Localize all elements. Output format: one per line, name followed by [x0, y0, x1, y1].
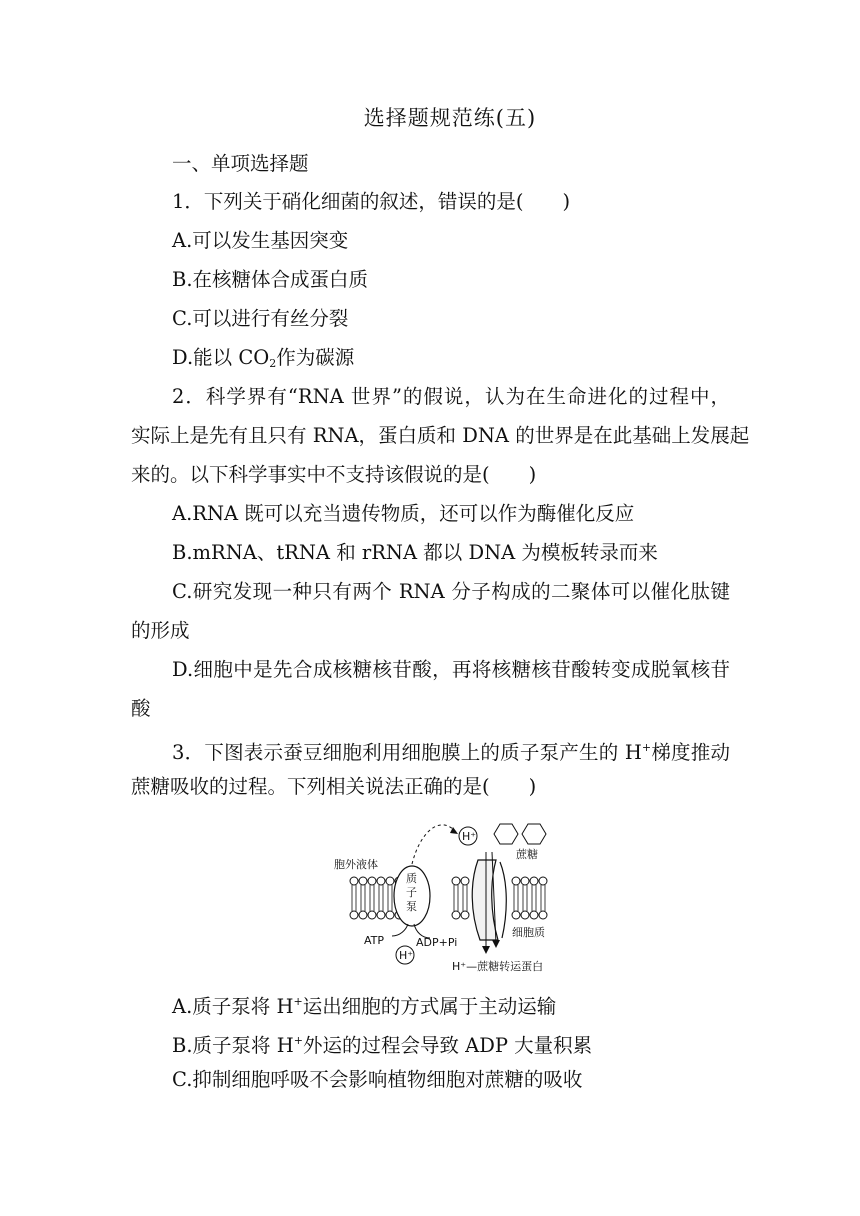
q1-option-c: C.可以进行有丝分裂 — [172, 307, 349, 330]
q1-option-d: D.能以 $CO_2$作为碳源 — [172, 346, 355, 370]
pump-label-1: 质 — [406, 872, 417, 885]
membrane-tails — [352, 885, 545, 911]
cytoplasm-label: 细胞质 — [512, 926, 545, 939]
page-title: 选择题规范练(五) — [363, 106, 537, 130]
atp-label: ATP — [364, 934, 385, 947]
h-ion-top-label: H⁺ — [462, 830, 477, 843]
q3-stem-line2: 蔗糖吸收的过程。下列相关说法正确的是( ) — [131, 775, 537, 798]
pump-label-2: 子 — [406, 886, 417, 899]
adp-label: ADP+Pi — [416, 936, 458, 949]
q2-stem-line3: 来的。以下科学事实中不支持该假说的是( ) — [131, 463, 537, 486]
membrane-top-heads — [350, 877, 547, 885]
outside-fluid-label: 胞外液体 — [334, 858, 378, 871]
q3-option-a: A.质子泵将 H+运出细胞的方式属于主动运输 — [172, 995, 557, 1018]
q3-option-c: C.抑制细胞呼吸不会影响植物细胞对蔗糖的吸收 — [172, 1068, 583, 1091]
q1-option-b: B.在核糖体合成蛋白质 — [172, 268, 369, 291]
h-flow-dashed-arrow — [412, 825, 456, 864]
q1-stem: 1．下列关于硝化细菌的叙述，错误的是( ) — [172, 190, 571, 213]
h-ion-bottom-label: H⁺ — [399, 949, 414, 962]
atp-arrow — [392, 924, 408, 936]
q3-option-b: B.质子泵将 H+外运的过程会导致 ADP 大量积累 — [172, 1034, 593, 1057]
q2-option-c-line1: C.研究发现一种只有两个 RNA 分子构成的二聚体可以催化肽键 — [172, 580, 730, 603]
q3-stem-line1: 3．下图表示蚕豆细胞利用细胞膜上的质子泵产生的 H+梯度推动 — [172, 741, 730, 764]
q2-option-d-line1: D.细胞中是先合成核糖核苷酸，再将核糖核苷酸转变成脱氧核苷 — [172, 658, 730, 681]
transporter-label: H⁺—蔗糖转运蛋白 — [452, 960, 544, 973]
section-heading: 一、单项选择题 — [172, 152, 309, 175]
q2-option-c-line2: 的形成 — [131, 619, 190, 642]
q2-option-a: A.RNA 既可以充当遗传物质，还可以作为酶催化反应 — [172, 502, 635, 525]
sucrose-molecule-icon — [494, 824, 546, 844]
q2-option-b: B.mRNA、tRNA 和 rRNA 都以 DNA 为模板转录而来 — [172, 541, 658, 564]
q2-stem-line1: 2．科学界有“RNA 世界”的假说，认为在生命进化的过程中， — [172, 385, 730, 408]
q2-option-d-line2: 酸 — [131, 697, 151, 720]
sucrose-label: 蔗糖 — [516, 848, 538, 861]
pump-label-3: 泵 — [406, 900, 417, 913]
proton-pump-diagram — [330, 812, 560, 980]
q1-option-a: A.可以发生基因突变 — [172, 229, 349, 252]
q2-stem-line2: 实际上是先有且只有 RNA，蛋白质和 DNA 的世界是在此基础上发展起 — [131, 424, 750, 447]
membrane-bottom-heads — [350, 911, 547, 919]
